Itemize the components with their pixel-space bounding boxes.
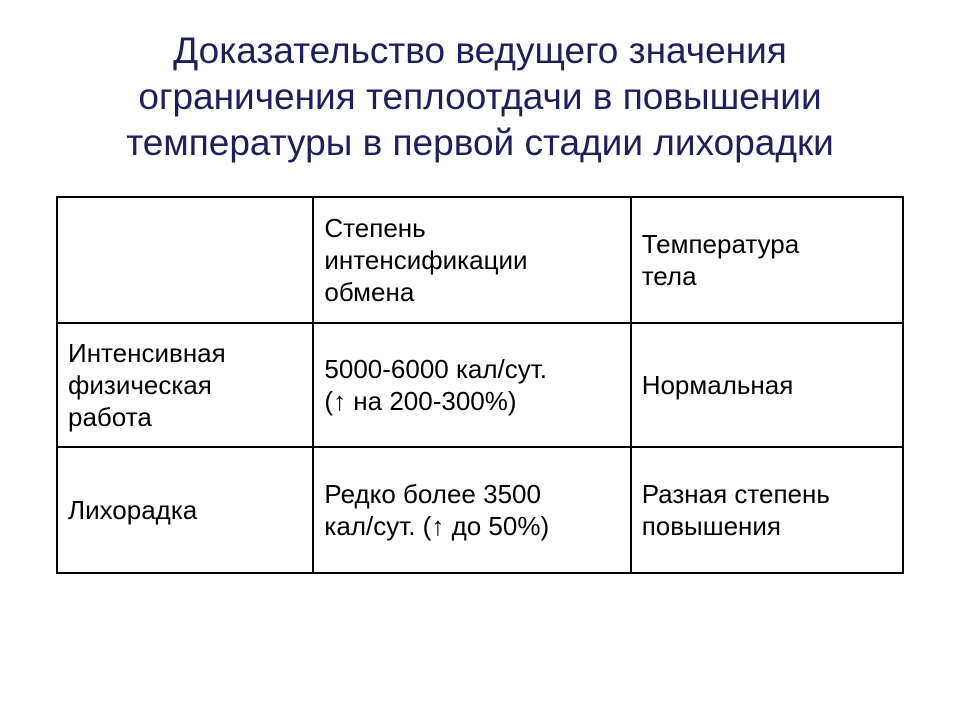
row-temperature-text: Нормальная (641, 370, 794, 400)
row-metabolism-cell (313, 447, 630, 573)
row-label-cell (57, 323, 313, 447)
header-corner-cell (57, 197, 313, 323)
comparison-table (56, 196, 904, 574)
row-temperature-cell (631, 323, 903, 447)
header-cell-metabolism (313, 197, 630, 323)
slide-title (0, 28, 960, 166)
table-row (57, 447, 903, 573)
row-temperature-cell (631, 447, 903, 573)
table-header-row (57, 197, 903, 323)
title-line-2: ограничения теплоотдачи в повышении (138, 76, 822, 117)
table-row (57, 323, 903, 447)
row-label-text: Интенсивная физическая работа (68, 338, 226, 432)
row-metabolism-text: Редко более 3500 кал/сут. (↑ до 50%) (324, 479, 550, 541)
header-metabolism-text: Степень интенсификации обмена (324, 213, 528, 307)
title-line-3: температуры в первой стадии лихорадки (126, 122, 834, 163)
title-line-1: Доказательство ведущего значения (173, 30, 787, 71)
row-metabolism-text: 5000-6000 кал/сут. (↑ на 200-300%) (324, 354, 548, 416)
header-temperature-text: Температура тела (641, 229, 800, 291)
row-metabolism-cell (313, 323, 630, 447)
row-label-text: Лихорадка (68, 495, 198, 525)
header-cell-temperature (631, 197, 903, 323)
row-label-cell (57, 447, 313, 573)
row-temperature-text: Разная степень повышения (641, 479, 830, 541)
